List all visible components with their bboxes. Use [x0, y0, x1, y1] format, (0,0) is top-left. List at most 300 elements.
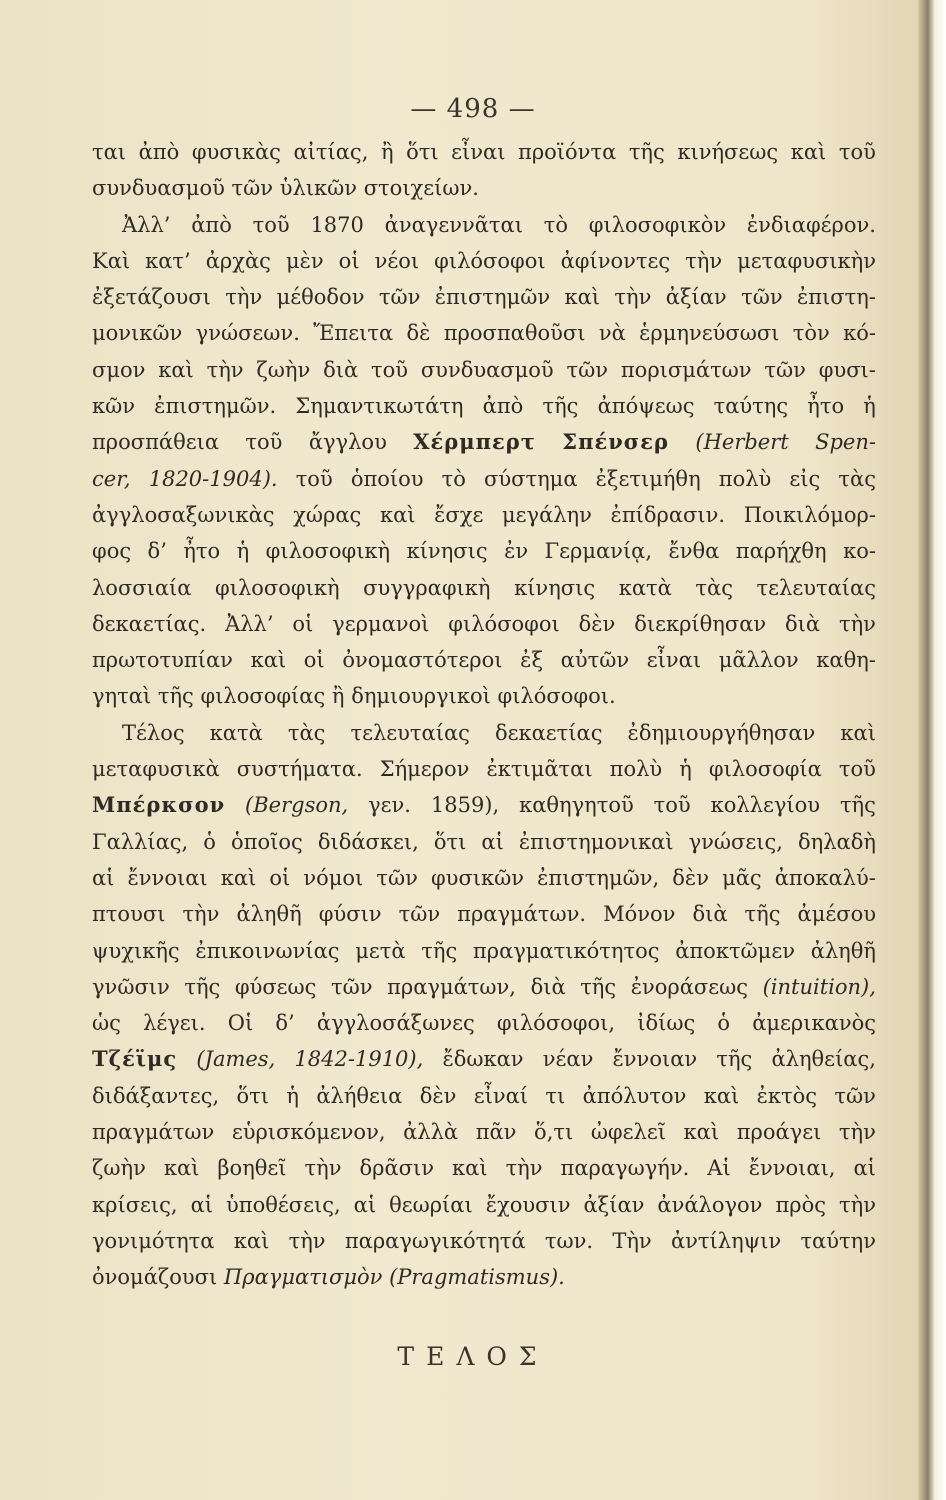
word: τῆς: [716, 1047, 753, 1072]
word: Γερμανίᾳ,: [544, 539, 653, 564]
word: Σήμερον: [379, 757, 470, 782]
word: φιλόσοφοι: [434, 248, 546, 273]
word: μεγάλην: [501, 502, 592, 527]
text-line: [92, 134, 876, 170]
word: ὡς: [92, 1011, 121, 1036]
word: γονιμότητα: [92, 1228, 215, 1253]
word: οἱ: [303, 648, 325, 673]
word: ἀποκτῶμεν: [675, 938, 795, 963]
word: κατ’: [145, 248, 191, 273]
word: ἔχουσιν: [485, 1192, 571, 1217]
word: τοῦ: [838, 140, 876, 164]
text-line: [92, 461, 876, 497]
word: 1870: [310, 212, 364, 237]
word: τὸ: [441, 466, 466, 491]
word: τῶν: [741, 285, 783, 310]
word: ζωὴν: [256, 357, 311, 382]
word: τῶν: [566, 357, 609, 382]
word: λέγει.: [143, 1011, 206, 1036]
word: τὴν: [505, 1156, 543, 1181]
word: προσπαθοῦσι: [443, 321, 586, 346]
word: δ’: [275, 1011, 295, 1036]
word: ὀνομάζουσι: [92, 1265, 224, 1290]
text-line: [92, 497, 876, 533]
word: Χέρμπερτ: [413, 429, 536, 455]
word: αἱ: [853, 1156, 876, 1181]
word: μᾶς: [722, 865, 762, 890]
word: ὅτι: [236, 1083, 270, 1108]
word: νόμοι: [303, 865, 364, 890]
word: ἀπόλυτον: [582, 1083, 687, 1108]
word: τῶν: [231, 176, 280, 201]
word: ἐκτιμᾶται: [486, 757, 593, 782]
word: Αἱ: [707, 1156, 731, 1181]
word: πολὺ: [718, 466, 772, 491]
word: ὑποθέσεις,: [226, 1192, 341, 1217]
word: ψυχικῆς: [92, 938, 180, 963]
word: κρίσεις,: [92, 1192, 178, 1217]
word: καὶ: [703, 1083, 740, 1108]
text-line: [92, 1041, 876, 1077]
word: ἐξ: [520, 648, 544, 673]
word: τῆς: [184, 974, 221, 999]
word: ἀγγλοσάξωνες: [316, 1011, 475, 1036]
word: τὴν: [839, 1192, 876, 1217]
word: καὶ: [163, 1156, 200, 1181]
text-line: [92, 1187, 876, 1223]
word: αὐτῶν: [560, 648, 630, 673]
word: πραγματικότητος: [472, 938, 660, 963]
text-line: [92, 642, 876, 678]
word: ἐπιστημονικαὶ: [518, 829, 674, 854]
page-number: — 498 —: [410, 94, 536, 124]
word: πραγμάτων.: [457, 902, 587, 927]
word: τὴν: [838, 611, 876, 636]
word: νέοι: [374, 248, 420, 273]
word: Μόνον: [603, 902, 676, 927]
word: διὰ: [785, 611, 821, 636]
word: τὴν: [182, 902, 220, 927]
word: ἀνάλογον: [657, 1192, 763, 1217]
word: 1842-1910),: [294, 1047, 424, 1072]
word: ἐπιστημῶν.: [154, 394, 277, 419]
text-line: [92, 243, 876, 279]
word: τῆς: [542, 394, 579, 419]
word: φιλοσοφικὴ: [215, 575, 340, 600]
word: Ποικιλόμορ-: [743, 502, 876, 527]
word: τῆς: [744, 902, 781, 927]
word: ἔδωκαν: [442, 1047, 524, 1072]
word: λοσσιαία: [92, 575, 192, 600]
word: προάγει: [736, 1120, 822, 1145]
word: ἦτο: [807, 394, 845, 419]
word: νὰ: [598, 321, 626, 346]
word: μᾶλλον: [718, 648, 799, 673]
word: Οἱ: [227, 1011, 254, 1036]
word: καθηγητοῦ: [519, 793, 634, 818]
word: ὠφελεῖ: [590, 1120, 666, 1145]
word: οἱ: [338, 248, 360, 273]
word: Σημαντικωτάτη: [295, 394, 464, 419]
word: Τζέϊμς: [92, 1046, 178, 1072]
word: τοῦ: [252, 212, 290, 237]
word: φύσιν: [318, 902, 382, 927]
word: Πραγματισμὸν: [223, 1265, 390, 1290]
word: δὲν: [419, 1083, 457, 1108]
word: κο-: [843, 539, 876, 564]
text-line: [92, 533, 876, 569]
word: φιλόσοφοι.: [497, 684, 616, 709]
word: φύσεως: [234, 974, 317, 999]
end-mark: ΤΕΛΟΣ: [397, 1342, 549, 1371]
word: Μπέρκσον: [92, 792, 226, 818]
word: ἐπιστημῶν: [434, 285, 551, 310]
word: ἐνοράσεως: [630, 974, 749, 999]
word: φυσικῶν: [430, 865, 525, 890]
word: Ἀλλ’: [122, 212, 171, 237]
word: τῶν: [764, 357, 806, 382]
word: ἔννοιαν: [612, 1047, 698, 1072]
word: χώρας: [293, 502, 362, 527]
word: προϊόντα: [518, 140, 617, 164]
word: κίνησις: [514, 575, 596, 600]
word: τῶν: [378, 285, 421, 310]
word: διδάξαντες,: [92, 1083, 220, 1108]
word: τὸν: [792, 321, 830, 346]
text-line: [92, 388, 876, 424]
word: τὴν: [685, 248, 723, 273]
word: σύστημα: [484, 466, 578, 491]
word: τι: [545, 1083, 566, 1108]
word: Τέλος: [122, 720, 185, 745]
word: τὰς: [287, 720, 326, 745]
word: ταύτην: [800, 1228, 876, 1253]
word: ἐν: [504, 539, 529, 564]
word: (intuition),: [762, 974, 876, 999]
word: γερμανοὶ: [332, 611, 430, 636]
word: πᾶν: [475, 1120, 517, 1145]
word: πρωτοτυπίαν: [92, 648, 233, 673]
word: ἀπόψεως: [597, 394, 695, 419]
word: ἐνδιαφέρον.: [746, 212, 876, 237]
word: παραγωγικότητά: [344, 1228, 526, 1253]
word: ἀλήθεια: [316, 1083, 403, 1108]
word: τῶν: [376, 865, 418, 890]
word: (Pragmatismus).: [389, 1265, 565, 1290]
word: ὁ: [203, 829, 216, 854]
word: κατὰ: [209, 720, 263, 745]
word: ταύτης: [713, 394, 789, 419]
text-line: [92, 606, 876, 642]
word: καὶ: [840, 720, 876, 745]
word: καὶ: [250, 648, 287, 673]
word: Ἔπειτα: [313, 321, 394, 346]
word: δηλαδὴ: [798, 829, 876, 854]
word: πρὸς: [775, 1192, 827, 1217]
word: τὰς: [695, 575, 733, 600]
word: τὴν: [614, 285, 652, 310]
word: ἢ: [331, 684, 352, 709]
word: εἶναι: [451, 140, 506, 164]
word: φιλοσοφία: [708, 757, 822, 782]
text-line: [92, 824, 876, 860]
word: τῶν: [834, 1083, 876, 1108]
word: αἱ: [92, 865, 115, 890]
text-line: [92, 1223, 876, 1259]
word: (Bergson,: [245, 793, 349, 818]
word: τῆς: [839, 793, 876, 818]
word: φιλοσοφικὸν: [588, 212, 727, 237]
word: ἔσχε: [434, 502, 484, 527]
word: ἡ: [863, 394, 876, 419]
word: ἐκτὸς: [756, 1083, 818, 1108]
word: νέαν: [542, 1047, 594, 1072]
word: διὰ: [530, 974, 566, 999]
text-line: [92, 315, 876, 351]
word: εὑρισκόμενον,: [231, 1120, 386, 1145]
word: ὅτι: [433, 829, 467, 854]
word: προσπάθεια: [92, 430, 220, 455]
word: ὀνομαστότεροι: [342, 648, 503, 673]
word: ἐδημιουργήθησαν: [627, 720, 816, 745]
word: ὅτι: [406, 140, 439, 164]
word: ἡ: [679, 757, 692, 782]
word: οἱ: [292, 611, 314, 636]
word: πτουσι: [92, 902, 166, 927]
word: κό-: [843, 321, 876, 346]
word: τῶν: [398, 902, 441, 927]
word: ἀποκαλύ-: [774, 865, 876, 890]
word: ἐπικοινωνίας: [195, 938, 340, 963]
word: Τὴν: [612, 1228, 652, 1253]
text-line: [92, 715, 876, 751]
word: κῶν: [92, 394, 136, 419]
word: Ἀλλ’: [225, 611, 274, 636]
text-line: [92, 352, 876, 388]
word: ἔννοιαι: [127, 865, 208, 890]
word: δὲν: [672, 865, 709, 890]
text-line: [92, 1005, 876, 1041]
word: τὰς: [838, 466, 876, 491]
word: ἀρχὰς: [205, 248, 271, 273]
word: αἱ: [481, 829, 504, 854]
word: ἔννοιαι,: [748, 1156, 836, 1181]
word: ἐξετάζουσι: [92, 285, 211, 310]
word: παραγωγήν.: [560, 1156, 690, 1181]
word: ἰδίως: [637, 1011, 696, 1036]
word: δὲ: [406, 321, 431, 346]
word: αἱ: [190, 1192, 214, 1217]
word: τῶν: [331, 974, 373, 999]
word: τελευταίας: [756, 575, 876, 600]
word: ἀπὸ: [191, 212, 232, 237]
word: ὁποῖος: [231, 829, 303, 854]
text-line: [92, 1150, 876, 1186]
word: ἦτο: [183, 539, 221, 564]
word: τὴν: [838, 1120, 876, 1145]
word: τοῦ: [653, 793, 691, 818]
word: (James,: [196, 1047, 276, 1072]
word: ζωὴν: [92, 1156, 146, 1181]
word: συστήματα.: [236, 757, 363, 782]
word: ἀληθῆ: [236, 902, 302, 927]
word: τελευταίας: [350, 720, 470, 745]
word: ἀπὸ: [482, 394, 524, 419]
word: τῆς: [628, 140, 665, 164]
word: εἶναι: [646, 648, 702, 673]
word: τὴν: [206, 357, 244, 382]
word: τοῦ: [295, 466, 333, 491]
word: διὰ: [323, 357, 359, 382]
word: 1820-1904).: [148, 466, 278, 491]
word: ἀμερικανὸς: [752, 1011, 876, 1036]
word: ὑλικῶν: [279, 176, 364, 201]
word: καὶ: [379, 502, 416, 527]
word: δρᾶσιν: [359, 1156, 435, 1181]
word: κινήσεως: [677, 140, 779, 164]
text-line: [92, 969, 876, 1005]
word: φιλόσοφοι,: [496, 1011, 616, 1036]
word: μονικῶν: [92, 321, 183, 346]
text-line: [92, 570, 876, 606]
word: Σπένσερ: [562, 429, 670, 455]
word: φιλοσοφίας: [200, 684, 332, 709]
word: φυσι-: [818, 357, 876, 382]
word: ἢ: [380, 140, 394, 164]
word: διεκρίθησαν: [634, 611, 767, 636]
text-line: [92, 678, 876, 714]
word: τὴν: [288, 1228, 326, 1253]
word: ὁποίου: [350, 466, 424, 491]
text-line: [92, 933, 876, 969]
word: ἀξίαν: [583, 1192, 645, 1217]
word: διδάσκει,: [317, 829, 419, 854]
word: τῆς: [421, 938, 458, 963]
word: Γαλλίας,: [92, 829, 189, 854]
word: πορισμάτων: [620, 357, 752, 382]
word: ἀπὸ: [138, 140, 180, 164]
word: φος: [92, 539, 132, 564]
word: ἑρμηνεύσωσι: [639, 321, 780, 346]
word: ἄγγλου: [308, 430, 387, 455]
word: σμον: [92, 357, 146, 382]
word: ἔνθα: [668, 539, 720, 564]
word: παρήχθη: [735, 539, 827, 564]
word: εἰς: [789, 466, 821, 491]
word: φιλοσοφικὴ: [265, 539, 391, 564]
word: ὅ,τι: [534, 1120, 574, 1145]
word: τοῦ: [370, 357, 409, 382]
word: τοῦ: [838, 757, 876, 782]
word: τὴν: [225, 285, 263, 310]
word: στοιχείων.: [363, 176, 479, 201]
word: μεταφυσικὰ: [92, 757, 220, 782]
body-text: [92, 134, 876, 1296]
word: τοῦ: [245, 430, 283, 455]
word: δεκαετίας: [494, 720, 603, 745]
word: πολὺ: [609, 757, 663, 782]
word: ἐπιστημῶν,: [537, 865, 660, 890]
word: γεν.: [368, 793, 411, 818]
word: φιλόσοφοι: [448, 611, 560, 636]
word: γνώσεων.: [195, 321, 300, 346]
word: οἱ: [269, 865, 291, 890]
text-line: [92, 424, 876, 460]
word: κίνησις: [406, 539, 488, 564]
page-edge: [918, 0, 946, 1500]
word: ὁ: [717, 1011, 731, 1036]
word: κατὰ: [618, 575, 672, 600]
word: πραγμάτων,: [387, 974, 516, 999]
word: καὶ: [233, 1228, 270, 1253]
word: κολλεγίου: [710, 793, 821, 818]
word: (Herbert: [695, 430, 789, 455]
word: ἀναγεννᾶται: [384, 212, 523, 237]
word: μεταφυσικὴν: [737, 248, 876, 273]
word: τὸ: [543, 212, 568, 237]
word: μετὰ: [355, 938, 406, 963]
word: συγγραφικὴ: [363, 575, 491, 600]
word: τῆς: [580, 974, 617, 999]
word: καὶ: [683, 1120, 720, 1145]
word: τῆς: [157, 684, 201, 709]
text-line: [92, 860, 876, 896]
word: διὰ: [692, 902, 728, 927]
word: αἱ: [353, 1192, 377, 1217]
word: ἀληθείας,: [771, 1047, 876, 1072]
word: συνδυασμοῦ: [420, 357, 554, 382]
word: μέθοδον: [276, 285, 365, 310]
text-line: [92, 896, 876, 932]
word: εἶναί: [473, 1083, 529, 1108]
word: δημιουργικοὶ: [351, 684, 498, 709]
word: ἀμέσου: [797, 902, 876, 927]
word: cer,: [92, 466, 131, 491]
text-line: [92, 751, 876, 787]
word: ἀληθῆ: [810, 938, 876, 963]
word: καὶ: [220, 865, 257, 890]
word: ἐπιστη-: [796, 285, 876, 310]
word: θεωρίαι: [389, 1192, 473, 1217]
text-line: [92, 787, 876, 823]
word: καὶ: [452, 1156, 488, 1181]
word: γηταὶ: [92, 684, 158, 709]
word: μὲν: [285, 248, 324, 273]
word: καὶ: [790, 140, 827, 164]
word: ἐπίδρασιν.: [610, 502, 726, 527]
word: δ’: [147, 539, 167, 564]
word: ἡ: [286, 1083, 299, 1108]
text-line: [92, 279, 876, 315]
word: τὴν: [304, 1156, 342, 1181]
text-line: [92, 1114, 876, 1150]
word: δεκαετίας.: [92, 611, 207, 636]
word: δὲν: [578, 611, 616, 636]
word: Spen-: [815, 430, 876, 455]
word: ἡ: [236, 539, 250, 564]
word: καθη-: [816, 648, 876, 673]
word: ἀφίνοντες: [560, 248, 671, 273]
word: ἀγγλοσαξωνικὰς: [92, 502, 275, 527]
word: των.: [544, 1228, 594, 1253]
word: γνῶσιν: [92, 974, 170, 999]
word: καὶ: [564, 285, 601, 310]
text-line: [92, 170, 876, 206]
word: γνώσεις,: [688, 829, 783, 854]
text-line: [92, 1078, 876, 1114]
word: ται: [92, 140, 127, 164]
word: ἐξετιμήθη: [595, 466, 701, 491]
